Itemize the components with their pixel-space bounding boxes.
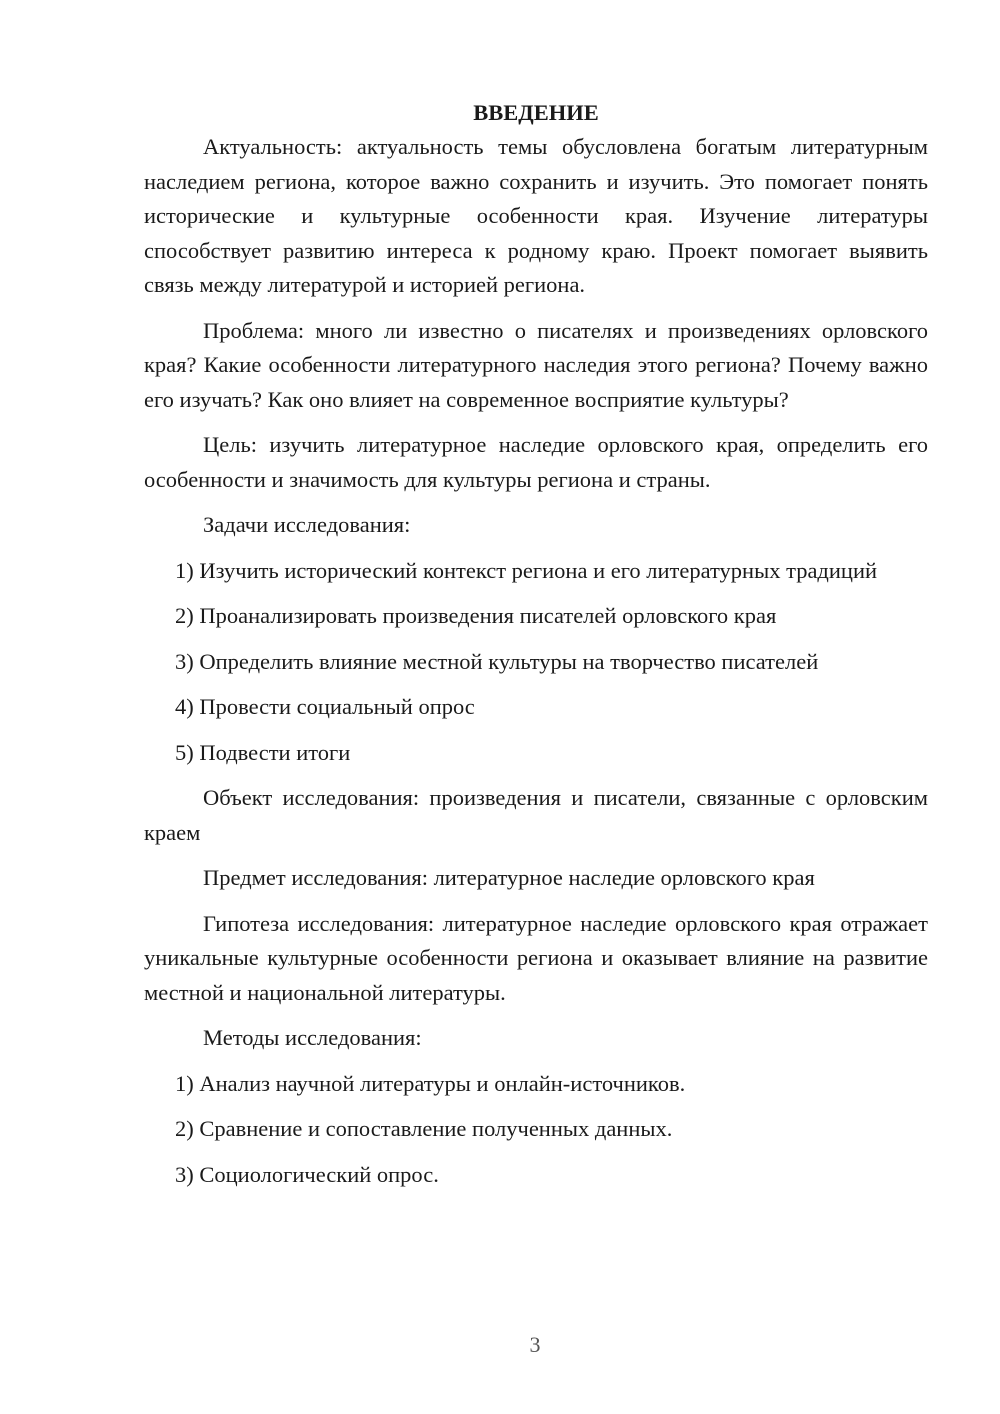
page-number: 3 — [529, 1332, 541, 1357]
method-item: 2) Сравнение и сопоставление полученных данных. — [175, 1116, 673, 1141]
tasks-heading: Задачи исследования: — [203, 512, 411, 537]
goal-paragraph: Цель: изучить литературное наследие орловского края, определить его особенности и значимость для культуры региона и страны. — [144, 432, 928, 492]
method-item: 3) Социологический опрос. — [175, 1161, 439, 1187]
object-paragraph: Объект исследования: произведения и писатели, связанные с орловским краем — [144, 785, 928, 845]
task-item: 1) Изучить исторический контекст региона и его литературных традиций — [175, 557, 878, 583]
subject-paragraph: Предмет исследования: литературное наследие орловского края — [203, 865, 815, 890]
task-item: 5) Подвести итоги — [175, 739, 351, 765]
method-item: 1) Анализ научной литературы и онлайн-источников. — [175, 1070, 686, 1096]
methods-heading: Методы исследования: — [203, 1025, 422, 1050]
document-title: ВВЕДЕНИЕ — [473, 100, 599, 125]
task-item: 3) Определить влияние местной культуры на творчество писателей — [175, 648, 819, 674]
task-item: 4) Провести социальный опрос — [175, 694, 475, 719]
relevance-paragraph: Актуальность: актуальность темы обусловлена богатым литературным наследием региона, которое важно сохранить и изучить. Это помогает понять исторические и культурные особенности края. Изучение литературы способствует развитию интереса к родному краю. Проект помогает выявить связь между литературой и историей региона. — [144, 134, 928, 297]
problem-paragraph: Проблема: много ли известно о писателях и произведениях орловского края? Какие особенности литературного наследия этого региона? Почему важно его изучать? Как оно влияет на современное восприятие культуры? — [144, 317, 928, 412]
hypothesis-paragraph: Гипотеза исследования: литературное наследие орловского края отражает уникальные культурные особенности региона и оказывает влияние на развитие местной и национальной литературы. — [144, 910, 928, 1005]
task-item: 2) Проанализировать произведения писателей орловского края — [175, 603, 777, 628]
document-body — [144, 96, 928, 1192]
